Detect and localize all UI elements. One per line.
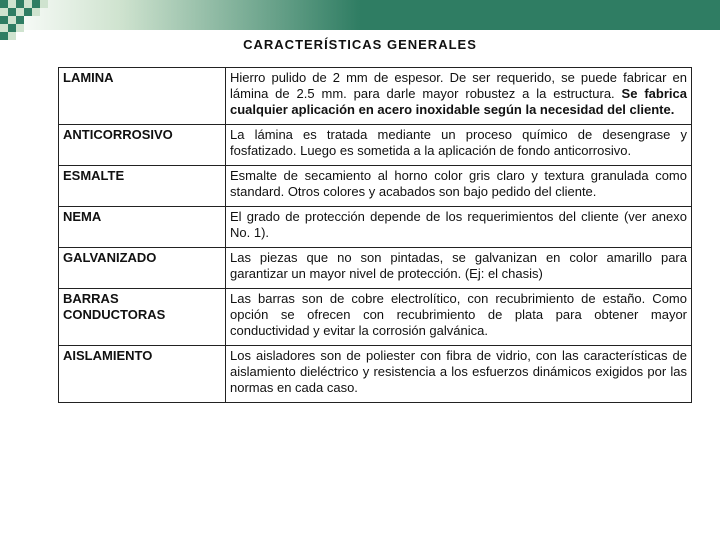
mosaic-square [8, 8, 16, 16]
table-row [59, 289, 692, 346]
row-description: Los aisladores son de poliester con fibra de vidrio, con las características de aislamiento dieléctrico y resistencia a los esfuerzos dinámicos exigidos por las normas en cada caso. [226, 346, 692, 403]
mosaic-square [40, 0, 48, 8]
mosaic-square [32, 8, 40, 16]
row-description: Esmalte de secamiento al horno color gris claro y textura granulada como standard. Otros colores y acabados son bajo pedido del cliente. [226, 166, 692, 207]
mosaic-square [0, 0, 8, 8]
row-description: El grado de protección depende de los requerimientos del cliente (ver anexo No. 1). [226, 207, 692, 248]
specifications-table [58, 67, 692, 403]
row-description [226, 68, 692, 125]
mosaic-square [0, 16, 8, 24]
row-label: NEMA [59, 207, 226, 248]
mosaic-square [16, 16, 24, 24]
mosaic-square [0, 8, 8, 16]
row-description: La lámina es tratada mediante un proceso químico de desengrase y fosfatizado. Luego es sometida a la aplicación de fondo anticorrosivo. [226, 125, 692, 166]
mosaic-square [8, 0, 16, 8]
mosaic-square [24, 0, 32, 8]
row-label: BARRAS CONDUCTORAS [59, 289, 226, 346]
mosaic-square [32, 0, 40, 8]
mosaic-square [0, 24, 8, 32]
table-row [59, 166, 692, 207]
page-title: CARACTERÍSTICAS GENERALES [243, 37, 477, 52]
mosaic-square [16, 0, 24, 8]
table-row [59, 207, 692, 248]
description-bold-text: Se fabrica cualquier aplicación en acero inoxidable según la necesidad del cliente. [230, 86, 687, 117]
mosaic-square [8, 16, 16, 24]
row-label: ESMALTE [59, 166, 226, 207]
mosaic-square [16, 24, 24, 32]
table-row [59, 125, 692, 166]
table-row [59, 248, 692, 289]
mosaic-square [24, 8, 32, 16]
mosaic-square [16, 8, 24, 16]
row-label: ANTICORROSIVO [59, 125, 226, 166]
description-text: Hierro pulido de 2 mm de espesor. De ser requerido, se puede fabricar en lámina de 2.5 mm. para darle mayor robustez a la estructura. [230, 70, 687, 101]
row-label: AISLAMIENTO [59, 346, 226, 403]
row-label: LAMINA [59, 68, 226, 125]
mosaic-square [8, 24, 16, 32]
row-description: Las piezas que no son pintadas, se galvanizan en color amarillo para garantizar un mayor nivel de protección. (Ej: el chasis) [226, 248, 692, 289]
table-row [59, 68, 692, 125]
top-decorative-band [0, 0, 720, 30]
row-label: GALVANIZADO [59, 248, 226, 289]
row-description: Las barras son de cobre electrolítico, con recubrimiento de estaño. Como opción se ofrecen con recubrimiento de plata para obtener mayor conductividad y evitar la corrosión galvánica. [226, 289, 692, 346]
table-row [59, 346, 692, 403]
